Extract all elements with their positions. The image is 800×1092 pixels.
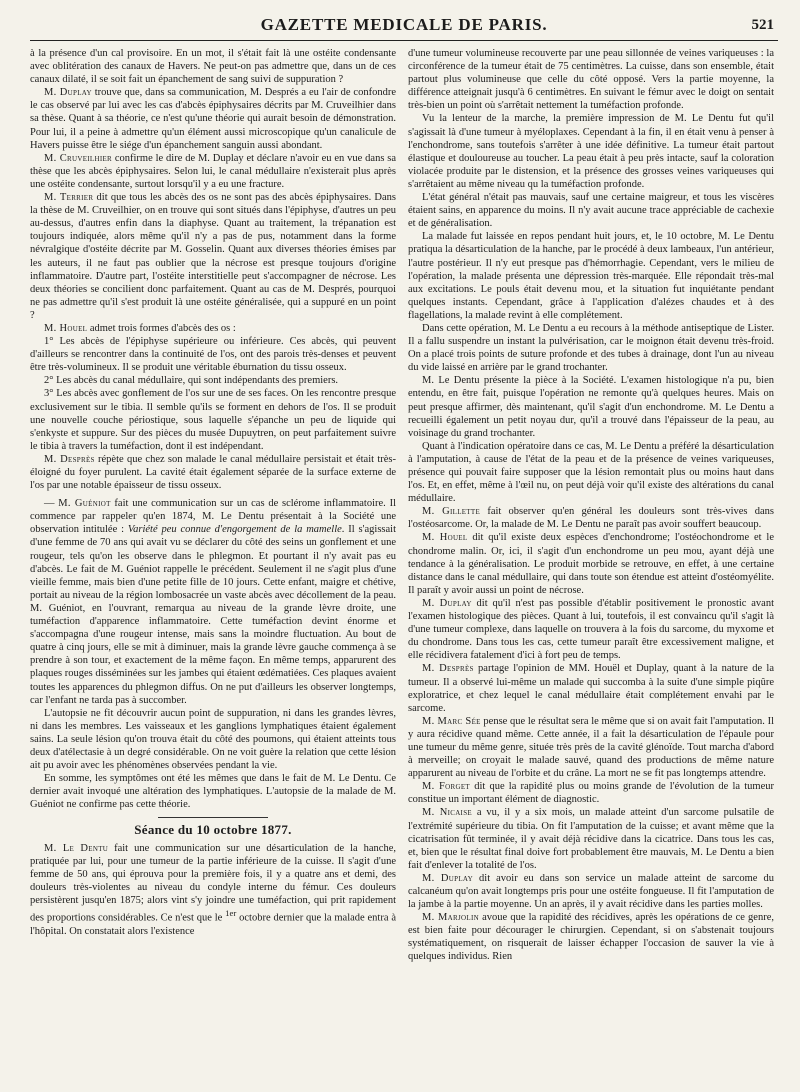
- speaker-name: M. Le Dentu: [44, 842, 109, 854]
- speaker-name: M. Forget: [422, 781, 471, 793]
- paragraph: M. Desprès partage l'opinion de MM. Houël et Duplay, quant à la nature de la tumeur. Il a observé lui-même un malade qui succomba à la suite d'une simple piqûre exploratrice, et chez lequel le canal médullaire était complétement envahi par le sarcome.: [408, 663, 774, 714]
- list-item: 3° Les abcès avec gonflement de l'os sur une de ses faces. On les rencontre presque exclusivement sur le tibia. Il semble qu'ils se forment en dehors de l'os. Il se produit une nouvelle couche périostique, sous laquelle s'épanche un peu de liquide qui s'enkyste et suppure. Sur des pièces du musée Dupuytren, on peut parfaitement suivre le tibia à travers la tuméfaction, dont il est indépendant.: [30, 388, 396, 452]
- paragraph: M. Marc Sée pense que le résultat sera le même que si on avait fait l'amputation. Il y aura récidive quand même. Cette année, il a fait la désarticulation de l'épaule pour une tumeur du même genre, située très près de la cavité glénoïde. Tout marcha d'abord à merveille; on croyait le malade sauvé, quand des productions de même nature apparurent au niveau de l'orbite et du crâne. La mort ne se fit pas longtemps attendre.: [408, 715, 774, 780]
- speaker-name: M. Cruveilhier: [44, 152, 113, 164]
- paragraph: L'autopsie ne fit découvrir aucun point de suppuration, ni dans les grandes lèvres, ni dans les membres. Les vaisseaux et les ganglions lymphatiques étaient également sains. La seule lésion qu'on trouva était du côté des poumons, qui étaient atteints tous deux d'atélectasie à un degré considérable. On ne voit guère la relation que cette lésion ait pu avoir avec les phénomènes observées pendant la vie.: [30, 707, 396, 772]
- paragraph: M. Duplay dit qu'il n'est pas possible d'établir positivement le pronostic avant l'examen histologique des pièces. Quant à lui, toutefois, il est convaincu qu'il s'agit là d'une tumeur complexe, dans laquelle on trouvera à la fois du sarcome, du myxome et du chondrome. Dans tous les cas, cette tumeur paraît être excessivement maligne, et elle récidivera fatalement d'ici à fort peu de temps.: [408, 597, 774, 662]
- speaker-name: M. Gillette: [422, 506, 481, 518]
- paragraph: M. Nicaise a vu, il y a six mois, un malade atteint d'un sarcome pulsatile de l'extrémité supérieure du tibia. On fit l'amputation de la cuisse; et avant même que la cicatrisation fût terminée, il y avait déjà récidive dans la cicatrice. Dans tous les cas, et, bien que le résultat final doive fort probablement être mauvais, M. Le Dentu a bien fait d'enlever la totalité de l'os.: [408, 807, 774, 871]
- article-title: Variété peu connue d'engorgement de la mamelle: [127, 524, 342, 536]
- paragraph: En somme, les symptômes ont été les mêmes que dans le fait de M. Le Dentu. Ce dernier avait invoqué une altération des lymphatiques. L'autopsie de la malade de M. Guéniot ne confirme pas cette théorie.: [30, 773, 396, 811]
- paragraph: La malade fut laissée en repos pendant huit jours, et, le 10 octobre, M. Le Dentu pratiqua la désarticulation de la hanche, par le procédé à deux lambeaux, l'un antérieur, l'autre postérieur. Il n'y eut presque pas d'hémorrhagie. Cependant, vers le milieu de l'opération, la malade présenta une dépression très-marquée. Elle répondait très-mal aux excitations. Le pouls était devenu mou, et la situation fut inquiétante pendant quelques instants. Cependant, grâce à l'application d'alézes chaudes et à des flagellations, la malade revint à elle complétement.: [408, 231, 774, 321]
- paragraph: M. Houel dit qu'il existe deux espèces d'enchondrome; l'ostéochondrome et le chondrome malin. Or, ici, il s'agit d'un enchondrome un peu mou, ayant déjà une tendance à la généralisation. Le produit morbide se retrouve, en effet, à une certaine distance dans le canal médullaire, qui dans toute son étendue est atteint d'ostéomyélite. Il paraît y avoir aussi un point de nécrose.: [408, 532, 774, 596]
- paragraph: M. Gillette fait observer qu'en général les douleurs sont très-vives dans l'ostéosarcome. Or, la malade de M. Le Dentu ne paraît pas avoir souffert beaucoup.: [408, 506, 774, 531]
- paragraph: M. Houel admet trois formes d'abcès des os :: [44, 322, 236, 334]
- list-item: 2° Les abcès du canal médullaire, qui sont indépendants des premiers.: [44, 375, 339, 387]
- list-item: 1° Les abcès de l'épiphyse supérieure ou inférieure. Ces abcès, qui peuvent d'ailleurs se rencontrer dans la continuité de l'os, ont des parois très-denses et peuvent être très-volumineux. Il se produit une véritable éburnation du tissu osseux.: [30, 336, 396, 374]
- paragraph: — M. Guéniot fait une communication sur un cas de sclérome inflammatoire. Il commence par rappeler qu'en 1874, M. Le Dentu présentait à la Société une observation intitulée : Variété peu connue d'engorgement de la mamelle. Il s'agissait d'une femme de 70 ans qui avait vu se déclarer du côté des seins un gonflement et une rougeur, tels qu'on les observe dans le phlegmon. Et pourtant il n'y avait pas eu d'abcès. Le fait de M. Guéniot rappelle le précédent. Seulement il ne s'agit plus d'une vieille femme, mais bien d'une petite fille de 10 jours. Cette enfant, maigre et chétive, portait au niveau de la région lombosacrée un vaste abcès avec décollement de la peau. M. Guéniot, en l'ouvrant, remarqua au niveau de la grande lèvre droite, une tuméfaction d'apparence inflammatoire. Cette tuméfaction devint énorme et s'accompagna d'une rougeur intense, mais sans la moindre fluctuation. Au bout de quatre à cinq jours, elle se mit à diminuer, mais la grande lèvre gauche commença à se prendre à son tour, et exactement de la même façon. En même temps, apparurent des plaques rouges disséminées sur les jambes qui étaient œdématiées. Ces plaques avaient toutes les apparences du phlegmon diffus. On ne put d'ailleurs les observer longtemps, car l'enfant ne tarda pas à succomber.: [30, 498, 396, 706]
- speaker-name: M. Terrier: [44, 192, 94, 204]
- speaker-name: M. Duplay: [422, 872, 473, 884]
- paragraph: M. Cruveilhier confirme le dire de M. Duplay et déclare n'avoir eu en vue dans sa thèse que les abcès épiphysaires. Selon lui, le canal médullaire n'existerait plus après une ostéite condensante, surtout lorsqu'il y a eu une fracture.: [30, 152, 396, 190]
- session-heading: Séance du 10 octobre 1877.: [134, 822, 292, 838]
- paragraph: M. Terrier dit que tous les abcès des os ne sont pas des abcès épiphysaires. Dans la thèse de M. Cruveilhier, on en trouve qui sont situés dans l'épiphyse, d'autres un peu au-dessus, d'autres enfin dans la diaphyse. Quant au traitement, la trépanation est toujours indiquée, alors même qu'il n'y a pas de pus, notamment dans la forme névralgique d'ostéite décrite par M. Gosselin. Quant aux diverses théories émises par les auteurs, il ne faut pas oublier que la nécrose est presque toujours d'origine inflammatoire. D'autre part, l'ostéite interstitielle peut s'accompagner de nécrose. Les deux théories se concilient donc parfaitement. Quant au cas de M. Després, pourquoi ne pas admettre qu'il s'est produit là une ostéite généralisée, qui a suppuré en un point ?: [30, 192, 396, 321]
- paragraph: d'une tumeur volumineuse recouverte par une peau sillonnée de veines variqueuses : la circonférence de la tumeur était de 75 centimètres. La cuisse, dans son ensemble, était partout plus volumineuse que celle du côté opposé. Vers la partie moyenne, la différence atteignait jusqu'à 6 centimètres. En suivant le fémur avec le doigt on sentait très-bien un point où s'arrêtait nettement la tuméfaction profonde.: [408, 48, 774, 112]
- paragraph: L'état général n'était pas mauvais, sauf une certaine maigreur, et tous les viscères étaient sains, en apparence du moins. Il n'y avait aucune trace appréciable de cachexie et de généralisation.: [408, 192, 774, 230]
- paragraph: Dans cette opération, M. Le Dentu a eu recours à la méthode antiseptique de Lister. Il a fallu suspendre un instant la pulvérisation, car le moignon était devenu très-froid. On a placé trois points de suture profonde et des tubes à drainage, dont l'un au niveau du vide laissé en arrière par le grand trochanter.: [408, 322, 774, 374]
- paragraph: M. Duplay trouve que, dans sa communication, M. Després a eu l'air de confondre le cas observé par lui avec les cas d'abcès épiphysaires décrits par M. Cruveilhier dans sa thèse. Quant à sa théorie, ce n'est qu'une théorie qui aurait besoin de démonstration. Pour lui, il a peine à admettre qu'un élément aussi microscopique qu'un canalicule de Havers puisse être le siége d'un épanchement sanguin aussi abondant.: [30, 87, 396, 151]
- paragraph: M. Marjolin avoue que la rapidité des récidives, après les opérations de ce genre, est bien faite pour décourager le chirurgien. Cependant, si on s'abstenait toujours systématiquement, on risquerait de laisser échapper l'occasion de sauver la vie à quelques individus. Rien: [408, 912, 774, 963]
- speaker-name: M. Duplay: [44, 87, 92, 99]
- speaker-name: M. Nicaise: [422, 807, 472, 819]
- speaker-name: M. Houel: [44, 322, 88, 334]
- paragraph: M. Le Dentu fait une communication sur une désarticulation de la hanche, pratiquée par lui, pour une tumeur de la partie inférieure de la cuisse. Il s'agit d'une femme de 50 ans, qui éprouva pour la première fois, il y a quatre ans et demi, des douleurs très-violentes au niveau du condyle interne du fémur. Ces douleurs persistèrent jusqu'en 1875; alors vint s'y joindre une tuméfaction, qui prit rapidement des proportions considérables. Ce n'est que le $^{1er}$ octobre dernier que la malade entra à l'hôpital. On constatait alors l'existence: [30, 842, 396, 937]
- left-column: [30, 47, 396, 1087]
- speaker-name: M. Marjolin: [422, 912, 479, 924]
- speaker-name: M. Desprès: [422, 663, 474, 675]
- paragraph: M. Le Dentu présente la pièce à la Société. L'examen histologique n'a pu, bien entendu, en être fait, puisque l'opération ne remonte qu'à quelques heures. Mais on peut presque affirmer, dès maintenant, qu'il s'agit d'un enchondrome. M. Le Dentu a recueilli également un petit noyau dur, qu'il a trouvé dans l'épaisseur de la peau, au voisinage du grand trochanter.: [408, 375, 774, 439]
- paragraph: M. Desprès répète que chez son malade le canal médullaire persistait et était très-éloigné du foyer purulent. La cavité était également séparée de la surface externe de l'os par une notable épaisseur de tissu osseux.: [30, 453, 396, 492]
- paragraph: M. Duplay dit avoir eu dans son service un malade atteint de sarcome du calcanéum qu'on avait longtemps pris pour une ostéite fongueuse. Il fit l'amputation de la jambe à la partie moyenne. Un an après, il y avait récidive dans les parties molles.: [408, 872, 774, 911]
- paragraph: M. Forget dit que la rapidité plus ou moins grande de l'évolution de la tumeur constitue un important élément de diagnostic.: [408, 781, 774, 806]
- page-header: [30, 10, 778, 41]
- speaker-name: M. Desprès: [44, 453, 95, 465]
- speaker-name: M. Guéniot: [58, 498, 111, 510]
- page-number: 521: [751, 17, 774, 33]
- speaker-name: M. Marc Sée: [422, 715, 481, 727]
- paragraph: à la présence d'un cal provisoire. En un mot, il s'était fait là une ostéite condensante avec oblitération des canaux de Havers. Ne peut-on pas admettre que, dans un de ces canaux dilaté, il se soit fait un épanchement de sang suivi de suppuration ?: [30, 48, 396, 86]
- paragraph: Vu la lenteur de la marche, la première impression de M. Le Dentu fut qu'il s'agissait là d'une tumeur à myéloplaxes. Cependant à la fin, il en était venu à penser à l'enchondrome, sans toutefois s'arrêter à une idée définitive. La tumeur était partout élastique et douloureuse au toucher. La peau était à peu près intacte, sauf la coloration violacée produite par le distension, et la présence des grosses veines variqueuses qui s'arrêtaient au même niveau qu la tuméfaction profonde.: [408, 113, 774, 190]
- text-columns: [30, 47, 778, 1087]
- journal-title: GAZETTE MEDICALE DE PARIS.: [260, 15, 548, 34]
- speaker-name: M. Houel: [422, 532, 468, 544]
- speaker-name: M. Duplay: [422, 597, 472, 609]
- section-divider: [158, 817, 268, 818]
- paragraph: Quant à l'indication opératoire dans ce cas, M. Le Dentu a préféré la désarticulation à l'amputation, à cause de l'état de la peau et de la présence de veines variqueuses, présence qui pouvait faire supposer que la lésion remontait plus ou moins haut dans l'os. Et, en effet, même à l'œil nu, on peut déjà voir qu'il existe des altérations du canal médullaire.: [408, 440, 774, 505]
- right-column: [408, 47, 774, 1087]
